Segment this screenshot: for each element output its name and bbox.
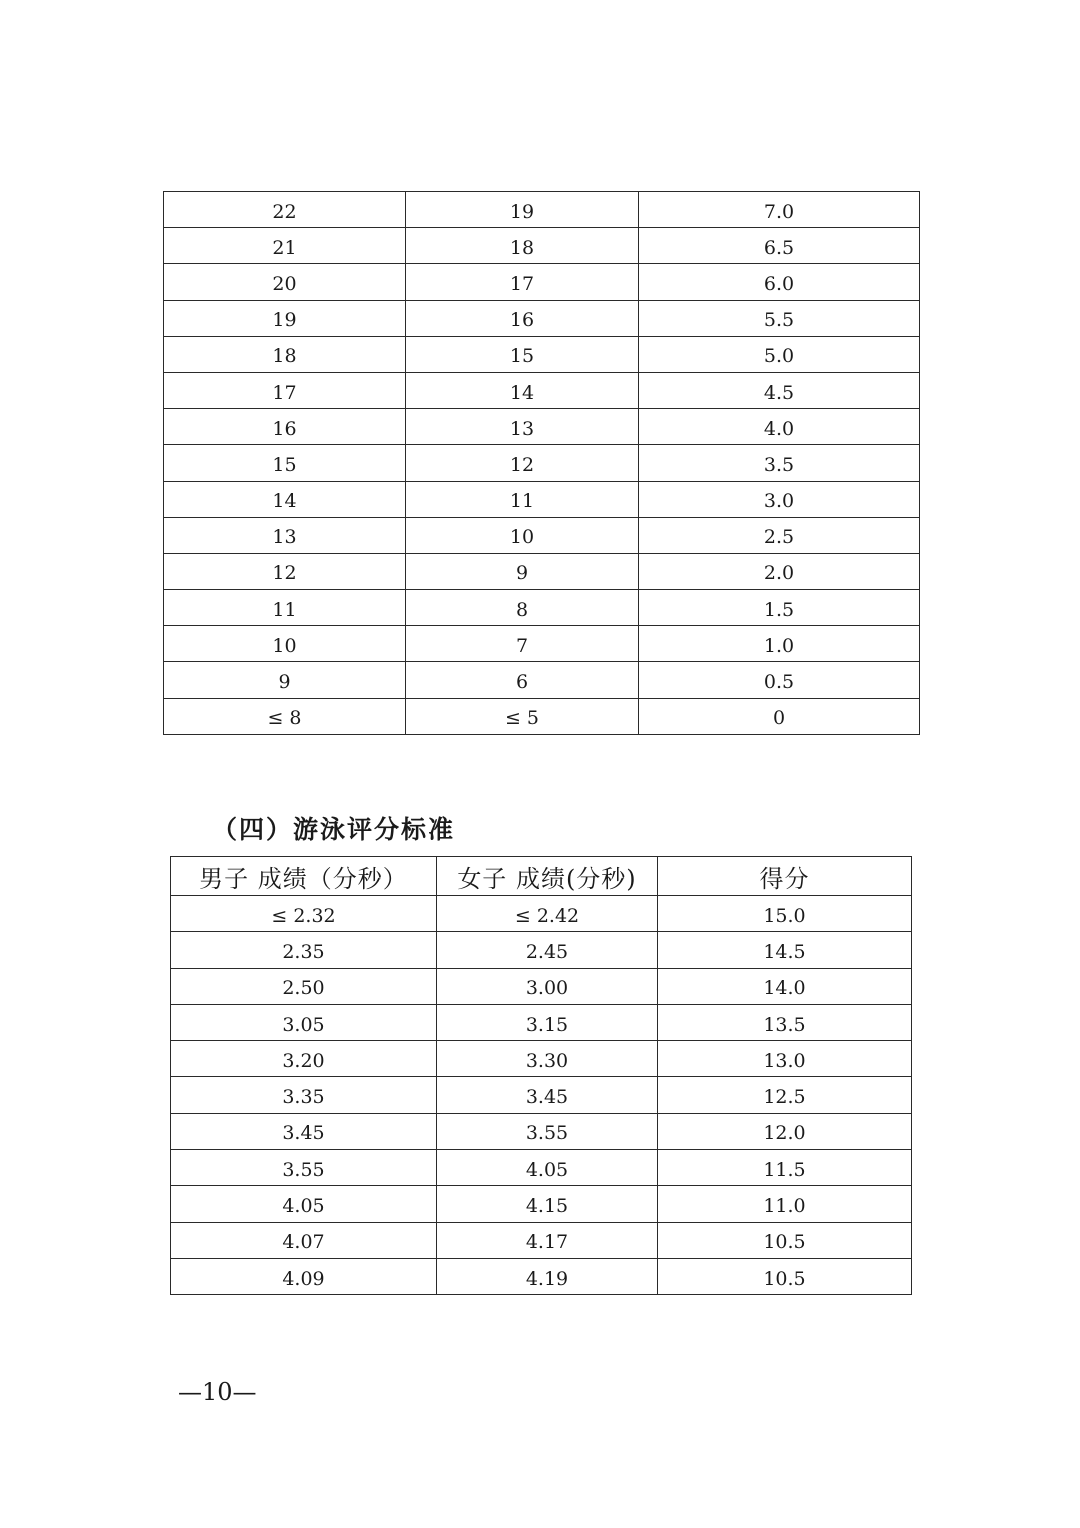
scoring-table-continued	[163, 191, 920, 735]
cell-male-value: 10	[164, 626, 406, 662]
cell-score: 3.5	[639, 445, 920, 481]
cell-female-value: 7	[406, 626, 639, 662]
cell-female-time: 4.15	[437, 1186, 658, 1222]
cell-male-value: 16	[164, 409, 406, 445]
table-row	[164, 517, 920, 553]
cell-score: 3.0	[639, 481, 920, 517]
cell-female-value: 8	[406, 590, 639, 626]
cell-female-time: 3.30	[437, 1041, 658, 1077]
table-row	[164, 626, 920, 662]
cell-female-time: 3.00	[437, 968, 658, 1004]
cell-male-value: 14	[164, 481, 406, 517]
table-row	[171, 932, 912, 968]
cell-score: 5.0	[639, 336, 920, 372]
cell-score: 4.0	[639, 409, 920, 445]
cell-male-time: 4.05	[171, 1186, 437, 1222]
cell-male-time: ≤ 2.32	[171, 896, 437, 932]
cell-male-value: ≤ 8	[164, 698, 406, 734]
cell-female-value: 17	[406, 264, 639, 300]
table-row	[171, 1077, 912, 1113]
cell-score: 11.5	[658, 1150, 912, 1186]
cell-score: 0	[639, 698, 920, 734]
cell-male-value: 13	[164, 517, 406, 553]
swimming-table-body	[171, 896, 912, 1295]
cell-female-time: 4.05	[437, 1150, 658, 1186]
cell-score: 12.0	[658, 1113, 912, 1149]
cell-female-value: 14	[406, 372, 639, 408]
table-row	[164, 372, 920, 408]
table-row	[164, 192, 920, 228]
cell-male-value: 11	[164, 590, 406, 626]
cell-male-time: 3.45	[171, 1113, 437, 1149]
cell-female-value: 10	[406, 517, 639, 553]
table-row	[164, 481, 920, 517]
cell-score: 13.0	[658, 1041, 912, 1077]
cell-female-value: 18	[406, 228, 639, 264]
cell-score: 10.5	[658, 1222, 912, 1258]
cell-female-value: 6	[406, 662, 639, 698]
table-row	[171, 1258, 912, 1294]
table-row	[164, 590, 920, 626]
table-row	[164, 228, 920, 264]
page-number: —10—	[178, 1378, 257, 1406]
table-row	[171, 1113, 912, 1149]
table-row	[171, 968, 912, 1004]
cell-score: 14.0	[658, 968, 912, 1004]
cell-score: 0.5	[639, 662, 920, 698]
section-heading-swimming: （四）游泳评分标准	[212, 815, 456, 844]
cell-score: 2.5	[639, 517, 920, 553]
cell-score: 7.0	[639, 192, 920, 228]
header-score: 得分	[658, 857, 912, 896]
cell-score: 6.0	[639, 264, 920, 300]
table-row	[164, 264, 920, 300]
cell-male-value: 17	[164, 372, 406, 408]
cell-score: 6.5	[639, 228, 920, 264]
cell-female-time: ≤ 2.42	[437, 896, 658, 932]
cell-score: 15.0	[658, 896, 912, 932]
cell-female-time: 4.17	[437, 1222, 658, 1258]
cell-score: 2.0	[639, 553, 920, 589]
cell-female-time: 3.55	[437, 1113, 658, 1149]
scoring-table-body	[164, 192, 920, 735]
table-row	[171, 1222, 912, 1258]
cell-male-value: 21	[164, 228, 406, 264]
cell-male-value: 19	[164, 300, 406, 336]
swimming-table-header	[171, 857, 912, 896]
cell-score: 10.5	[658, 1258, 912, 1294]
cell-male-value: 15	[164, 445, 406, 481]
cell-male-time: 2.50	[171, 968, 437, 1004]
table-row	[164, 336, 920, 372]
cell-female-time: 4.19	[437, 1258, 658, 1294]
table-row	[164, 409, 920, 445]
cell-female-value: 11	[406, 481, 639, 517]
cell-female-time: 3.15	[437, 1004, 658, 1040]
header-female-time: 女子 成绩(分秒)	[437, 857, 658, 896]
cell-score: 13.5	[658, 1004, 912, 1040]
cell-male-value: 9	[164, 662, 406, 698]
table-row	[171, 1004, 912, 1040]
cell-score: 1.5	[639, 590, 920, 626]
cell-female-value: ≤ 5	[406, 698, 639, 734]
cell-female-value: 15	[406, 336, 639, 372]
cell-female-value: 16	[406, 300, 639, 336]
cell-score: 12.5	[658, 1077, 912, 1113]
cell-score: 1.0	[639, 626, 920, 662]
cell-male-value: 22	[164, 192, 406, 228]
cell-female-time: 3.45	[437, 1077, 658, 1113]
table-row	[164, 662, 920, 698]
cell-female-value: 12	[406, 445, 639, 481]
cell-score: 14.5	[658, 932, 912, 968]
table-row	[164, 300, 920, 336]
table-row	[171, 1150, 912, 1186]
cell-female-value: 9	[406, 553, 639, 589]
cell-male-time: 2.35	[171, 932, 437, 968]
table-row	[164, 698, 920, 734]
table-row	[164, 553, 920, 589]
cell-female-time: 2.45	[437, 932, 658, 968]
cell-male-value: 18	[164, 336, 406, 372]
cell-male-value: 20	[164, 264, 406, 300]
table-row	[171, 1186, 912, 1222]
cell-score: 5.5	[639, 300, 920, 336]
cell-male-time: 3.20	[171, 1041, 437, 1077]
cell-female-value: 13	[406, 409, 639, 445]
cell-score: 11.0	[658, 1186, 912, 1222]
header-male-time: 男子 成绩（分秒）	[171, 857, 437, 896]
cell-male-time: 4.07	[171, 1222, 437, 1258]
cell-male-time: 3.55	[171, 1150, 437, 1186]
header-row	[171, 857, 912, 896]
cell-female-value: 19	[406, 192, 639, 228]
cell-male-time: 4.09	[171, 1258, 437, 1294]
table-row	[171, 1041, 912, 1077]
swimming-scoring-table	[170, 856, 912, 1295]
table-row	[171, 896, 912, 932]
table-row	[164, 445, 920, 481]
cell-male-value: 12	[164, 553, 406, 589]
cell-male-time: 3.35	[171, 1077, 437, 1113]
cell-score: 4.5	[639, 372, 920, 408]
cell-male-time: 3.05	[171, 1004, 437, 1040]
